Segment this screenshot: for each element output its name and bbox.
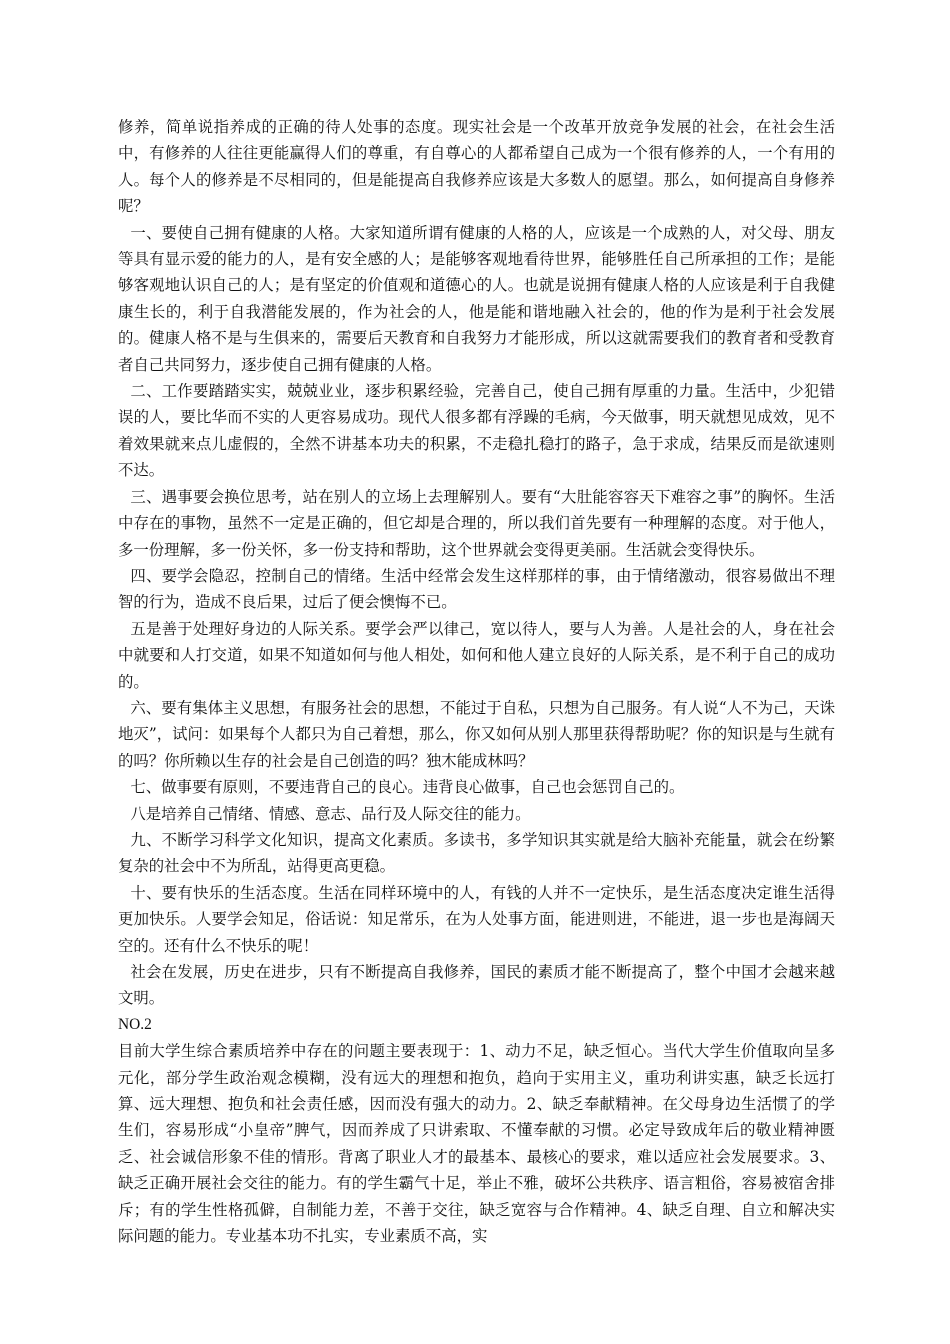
conclusion-paragraph: 社会在发展，历史在进步，只有不断提高自我修养，国民的素质才能不断提高了，整个中国才会越来越文明。	[118, 963, 835, 1008]
intro-paragraph: 修养，简单说指养成的正确的待人处事的态度。现实社会是一个改革开放竞争发展的社会，在社会生活中，有修养的人往往更能赢得人们的尊重，有自尊心的人都希望自己成为一个很有修养的人，一个有用的人。每个人的修养是不尽相同的，但是能提高自我修养应该是大多数人的愿望。那么，如何提高自身修养呢？	[118, 118, 835, 216]
point-paragraph-6: 六、要有集体主义思想，有服务社会的思想，不能过于自私，只想为自己服务。有人说“人不为己，天诛地灭”，试问：如果每个人都只为自己着想，那么，你又如何从别人那里获得帮助呢？你的知识是与生就有的吗？你所赖以生存的社会是自己创造的吗？独木能成林吗？	[118, 698, 835, 770]
point-paragraph-10: 十、要有快乐的生活态度。生活在同样环境中的人，有钱的人并不一定快乐，是生活态度决定谁生活得更加快乐。人要学会知足，俗话说：知足常乐，在为人处事方面，能进则进，不能进，退一步也是海阔天空的。还有什么不快乐的呢！	[118, 883, 835, 955]
point-paragraph-2: 二、工作要踏踏实实，兢兢业业，逐步积累经验，完善自己，使自己拥有厚重的力量。生活中，少犯错误的人，要比华而不实的人更容易成功。现代人很多都有浮躁的毛病，今天做事，明天就想见成效，见不着效果就来点儿虚假的，全然不讲基本功夫的积累，不走稳扎稳打的路子，急于求成，结果反而是欲速则不达。	[118, 382, 835, 480]
point-paragraph-8: 八是培养自己情绪、情感、意志、品行及人际交往的能力。	[130, 804, 531, 823]
point-paragraph-4: 四、要学会隐忍，控制自己的情绪。生活中经常会发生这样那样的事，由于情绪激动，很容易做出不理智的行为，造成不良后果，过后了便会懊悔不已。	[118, 566, 835, 612]
point-paragraph-7: 七、做事要有原则，不要违背自己的良心。违背良心做事，自己也会惩罚自己的。	[130, 778, 685, 797]
section-heading: NO.2	[118, 1015, 152, 1033]
point-paragraph-3: 三、遇事要会换位思考，站在别人的立场上去理解别人。要有“大肚能容容天下难容之事”的胸怀。生活中存在的事物，虽然不一定是正确的，但它却是合理的，所以我们首先要有一种理解的态度。对于他人，多一份理解，多一份关怀，多一份支持和帮助，这个世界就会变得更美丽。生活就会变得快乐。	[118, 487, 835, 559]
point-paragraph-1: 一、要使自己拥有健康的人格。大家知道所谓有健康的人格的人，应该是一个成熟的人，对父母、朋友等具有显示爱的能力的人，是有安全感的人；是能够客观地看待世界，能够胜任自己所承担的工作；是能够客观地认识自己的人；是有坚定的价值观和道德心的人。也就是说拥有健康人格的人应该是利于自我健康生长的，利于自我潜能发展的，作为社会的人，他是能和谐地融入社会的，他的作为是利于社会发展的。健康人格不是与生俱来的，需要后天教育和自我努力才能形成，所以这就需要我们的教育者和受教育者自己共同努力，逐步使自己拥有健康的人格。	[118, 223, 835, 374]
point-paragraph-5: 五是善于处理好身边的人际关系。要学会严以律己，宽以待人，要与人为善。人是社会的人，身在社会中就要和人打交道，如果不知道如何与他人相处，如何和他人建立良好的人际关系，是不利于自己的成功的。	[118, 619, 835, 691]
document-page	[118, 114, 835, 1249]
section-body-paragraph: 目前大学生综合素质培养中存在的问题主要表现于：1、动力不足，缺乏恒心。当代大学生价值取向呈多元化，部分学生政治观念模糊，没有远大的理想和抱负，趋向于实用主义，重功利讲实惠，缺乏长远打算、远大理想、抱负和社会责任感，因而没有强大的动力。2、缺乏奉献精神。在父母身边生活惯了的学生们，容易形成“小皇帝”脾气，因而养成了只讲索取、不懂奉献的习惯。必定导致成年后的敬业精神匮乏、社会诚信形象不佳的情形。背离了职业人才的最基本、最核心的要求，难以适应社会发展要求。3、缺乏正确开展社会交往的能力。有的学生霸气十足，举止不雅，破坏公共秩序、语言粗俗，容易被宿舍排斥；有的学生性格孤僻，自制能力差，不善于交往，缺乏宽容与合作精神。4、缺乏自理、自立和解决实际问题的能力。专业基本功不扎实，专业素质不高，实	[118, 1042, 835, 1246]
point-paragraph-9: 九、不断学习科学文化知识，提高文化素质。多读书，多学知识其实就是给大脑补充能量，就会在纷繁复杂的社会中不为所乱，站得更高更稳。	[118, 830, 835, 876]
